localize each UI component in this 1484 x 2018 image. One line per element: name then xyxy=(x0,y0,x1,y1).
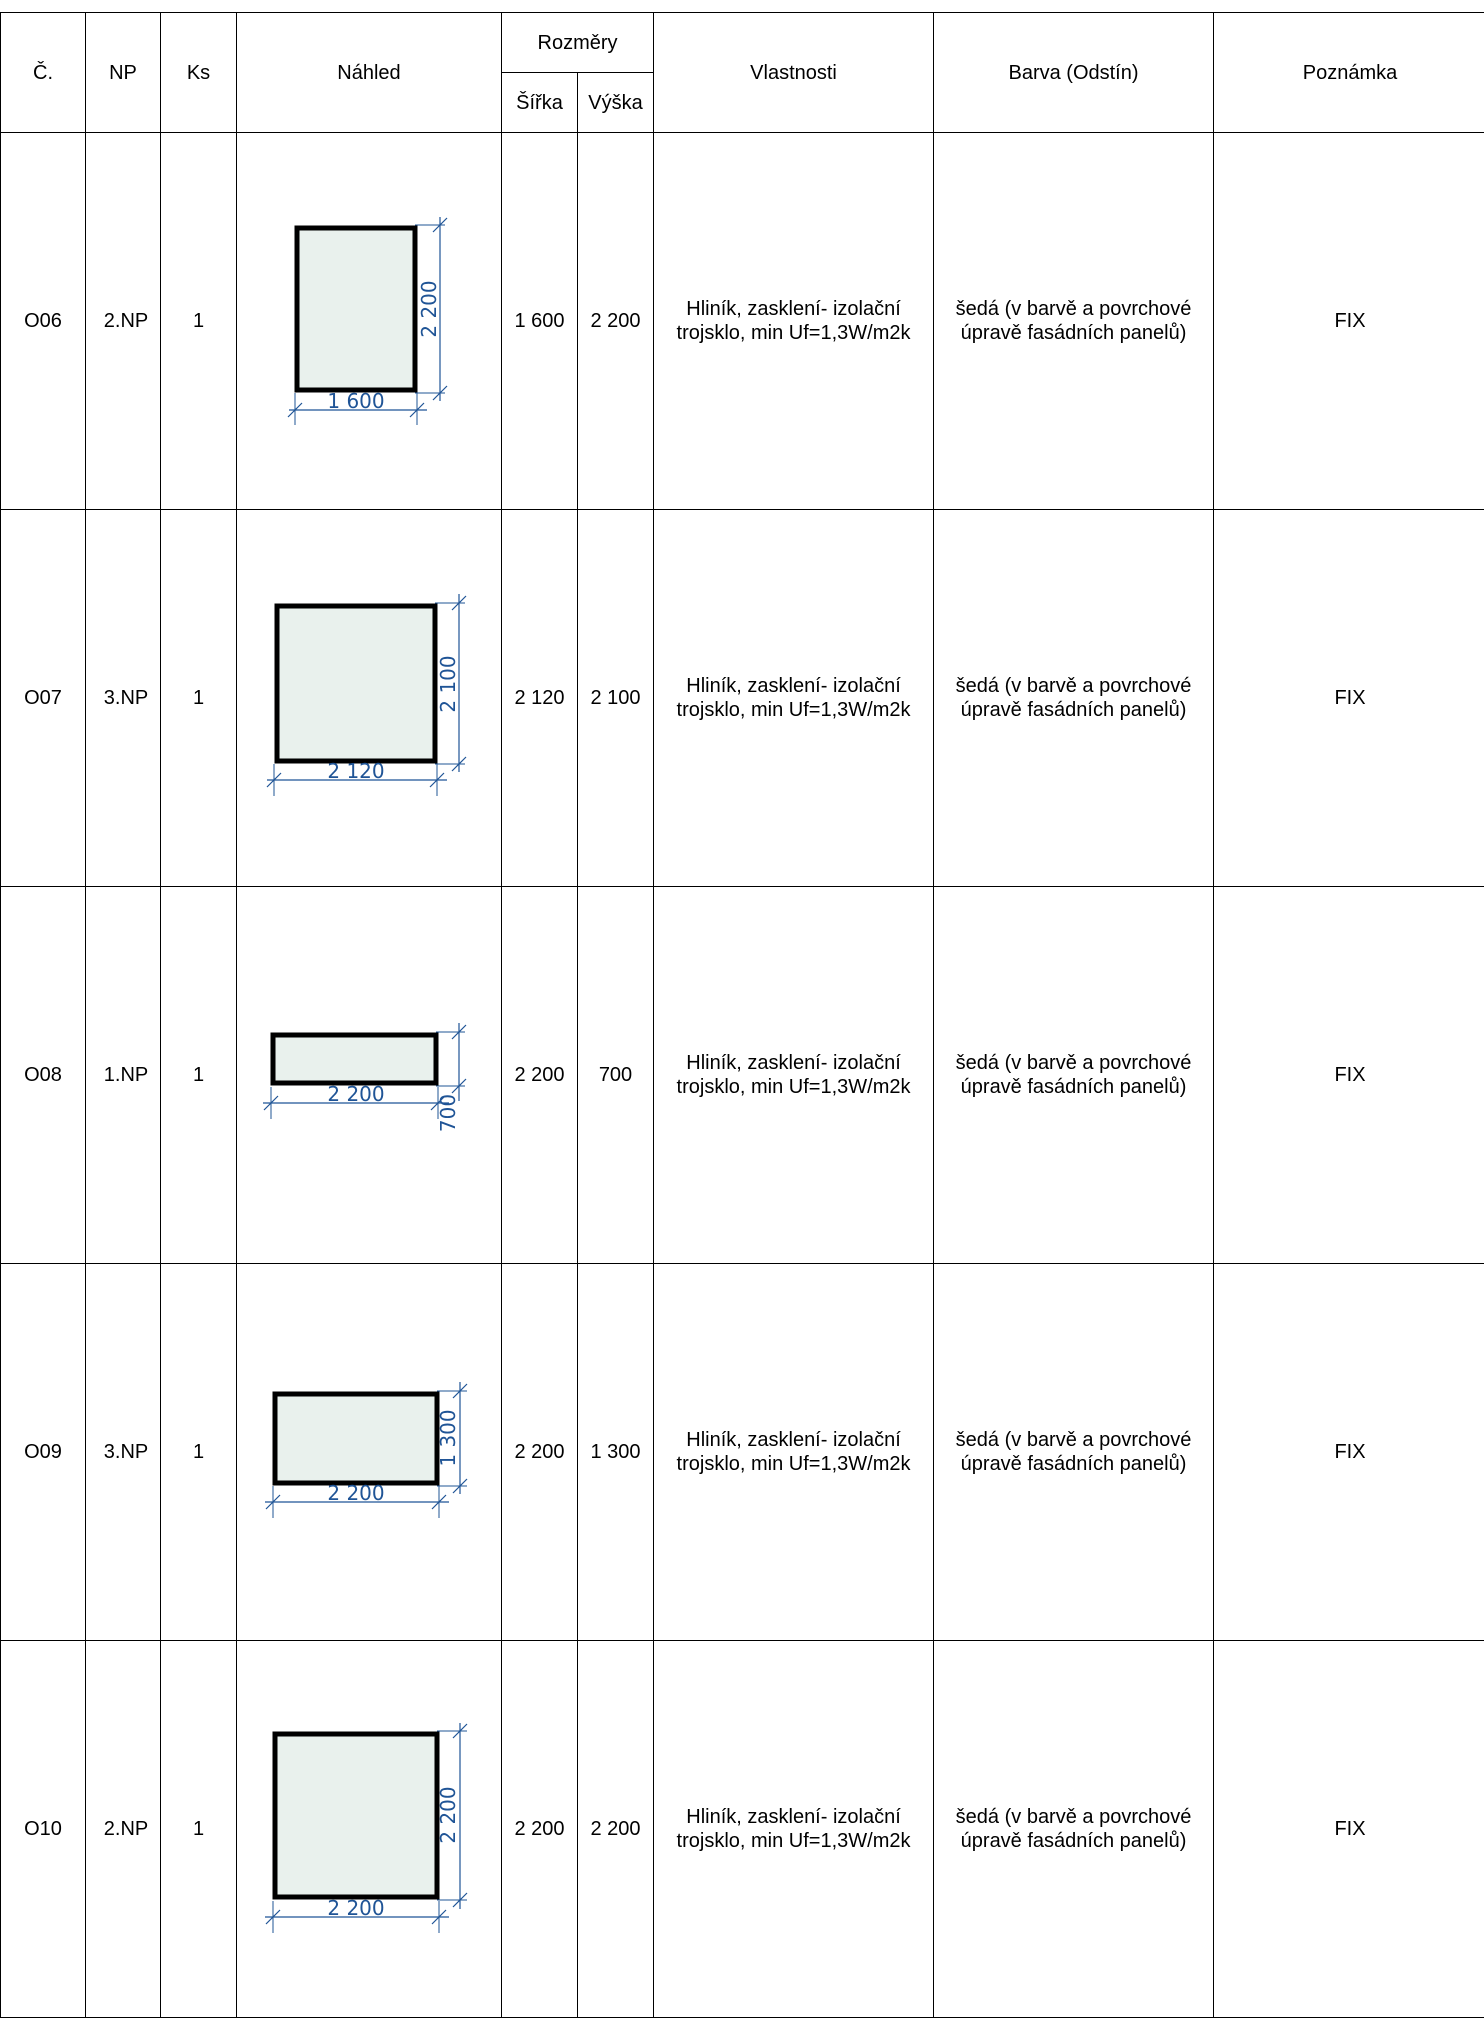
properties-line: trojsklo, min Uf=1,3W/m2k xyxy=(654,1075,933,1099)
header-dimensions: Rozměry xyxy=(502,13,654,73)
width-dimension-label: 2 120 xyxy=(327,759,384,783)
header-preview: Náhled xyxy=(237,13,502,133)
row-no: O08 xyxy=(1,887,86,1264)
table-header xyxy=(1,13,1484,133)
color-line: šedá (v barvě a povrchové xyxy=(934,1051,1213,1075)
window-frame xyxy=(273,1035,436,1083)
row-color xyxy=(934,1264,1214,1641)
row-width: 2 200 xyxy=(502,1641,578,2018)
header-ks: Ks xyxy=(161,13,237,133)
row-note: FIX xyxy=(1214,133,1484,510)
row-preview xyxy=(237,510,502,887)
table-row xyxy=(1,133,1484,510)
width-dimension-label: 2 200 xyxy=(327,1481,384,1505)
window-preview-drawing xyxy=(237,133,502,509)
row-ks: 1 xyxy=(161,133,237,510)
color-line: šedá (v barvě a povrchové xyxy=(934,297,1213,321)
row-no: O06 xyxy=(1,133,86,510)
table-row xyxy=(1,1264,1484,1641)
table-row xyxy=(1,887,1484,1264)
header-color: Barva (Odstín) xyxy=(934,13,1214,133)
row-np: 2.NP xyxy=(86,133,161,510)
window-preview-drawing xyxy=(237,510,502,886)
row-height: 700 xyxy=(578,887,654,1264)
row-note: FIX xyxy=(1214,510,1484,887)
row-preview xyxy=(237,1641,502,2018)
window-preview-drawing xyxy=(237,887,502,1263)
window-preview-drawing xyxy=(237,1641,502,2017)
row-preview xyxy=(237,887,502,1264)
window-frame xyxy=(277,606,435,761)
header-height: Výška xyxy=(578,73,654,133)
row-no: O07 xyxy=(1,510,86,887)
window-schedule-table xyxy=(0,12,1484,2018)
row-ks: 1 xyxy=(161,1641,237,2018)
properties-line: Hliník, zasklení- izolační xyxy=(654,1051,933,1075)
height-dimension-label: 2 100 xyxy=(436,655,460,712)
properties-line: Hliník, zasklení- izolační xyxy=(654,297,933,321)
color-line: úpravě fasádních panelů) xyxy=(934,1452,1213,1476)
row-preview xyxy=(237,1264,502,1641)
header-properties: Vlastnosti xyxy=(654,13,934,133)
properties-line: trojsklo, min Uf=1,3W/m2k xyxy=(654,1829,933,1853)
row-width: 2 200 xyxy=(502,1264,578,1641)
row-ks: 1 xyxy=(161,1264,237,1641)
header-width: Šířka xyxy=(502,73,578,133)
row-color xyxy=(934,510,1214,887)
color-line: úpravě fasádních panelů) xyxy=(934,1829,1213,1853)
row-height: 2 200 xyxy=(578,133,654,510)
row-color xyxy=(934,133,1214,510)
row-note: FIX xyxy=(1214,887,1484,1264)
header-note: Poznámka xyxy=(1214,13,1484,133)
row-np: 3.NP xyxy=(86,510,161,887)
row-width: 2 120 xyxy=(502,510,578,887)
color-line: úpravě fasádních panelů) xyxy=(934,698,1213,722)
properties-line: Hliník, zasklení- izolační xyxy=(654,1428,933,1452)
row-no: O09 xyxy=(1,1264,86,1641)
color-line: úpravě fasádních panelů) xyxy=(934,1075,1213,1099)
row-preview xyxy=(237,133,502,510)
height-dimension-label: 2 200 xyxy=(417,280,441,337)
table-row xyxy=(1,510,1484,887)
row-properties xyxy=(654,510,934,887)
properties-line: trojsklo, min Uf=1,3W/m2k xyxy=(654,321,933,345)
width-dimension-label: 2 200 xyxy=(327,1082,384,1106)
table-row xyxy=(1,1641,1484,2018)
header-no: Č. xyxy=(1,13,86,133)
row-width: 2 200 xyxy=(502,887,578,1264)
row-note: FIX xyxy=(1214,1264,1484,1641)
header-np: NP xyxy=(86,13,161,133)
row-width: 1 600 xyxy=(502,133,578,510)
row-height: 1 300 xyxy=(578,1264,654,1641)
row-ks: 1 xyxy=(161,510,237,887)
color-line: šedá (v barvě a povrchové xyxy=(934,674,1213,698)
width-dimension-label: 2 200 xyxy=(327,1896,384,1920)
properties-line: Hliník, zasklení- izolační xyxy=(654,1805,933,1829)
row-no: O10 xyxy=(1,1641,86,2018)
width-dimension-label: 1 600 xyxy=(327,389,384,413)
row-np: 2.NP xyxy=(86,1641,161,2018)
row-properties xyxy=(654,1641,934,2018)
row-ks: 1 xyxy=(161,887,237,1264)
height-dimension-label: 2 200 xyxy=(436,1786,460,1843)
window-frame xyxy=(297,228,415,390)
properties-line: Hliník, zasklení- izolační xyxy=(654,674,933,698)
properties-line: trojsklo, min Uf=1,3W/m2k xyxy=(654,698,933,722)
row-properties xyxy=(654,887,934,1264)
row-color xyxy=(934,887,1214,1264)
window-preview-drawing xyxy=(237,1264,502,1640)
table-body xyxy=(1,133,1484,2018)
row-np: 3.NP xyxy=(86,1264,161,1641)
properties-line: trojsklo, min Uf=1,3W/m2k xyxy=(654,1452,933,1476)
window-frame xyxy=(275,1394,437,1483)
row-properties xyxy=(654,133,934,510)
color-line: šedá (v barvě a povrchové xyxy=(934,1805,1213,1829)
row-properties xyxy=(654,1264,934,1641)
height-dimension-label: 1 300 xyxy=(436,1409,460,1466)
height-dimension-label: 700 xyxy=(436,1094,460,1132)
color-line: šedá (v barvě a povrchové xyxy=(934,1428,1213,1452)
row-height: 2 200 xyxy=(578,1641,654,2018)
color-line: úpravě fasádních panelů) xyxy=(934,321,1213,345)
row-color xyxy=(934,1641,1214,2018)
row-height: 2 100 xyxy=(578,510,654,887)
row-note: FIX xyxy=(1214,1641,1484,2018)
row-np: 1.NP xyxy=(86,887,161,1264)
window-frame xyxy=(275,1734,437,1897)
